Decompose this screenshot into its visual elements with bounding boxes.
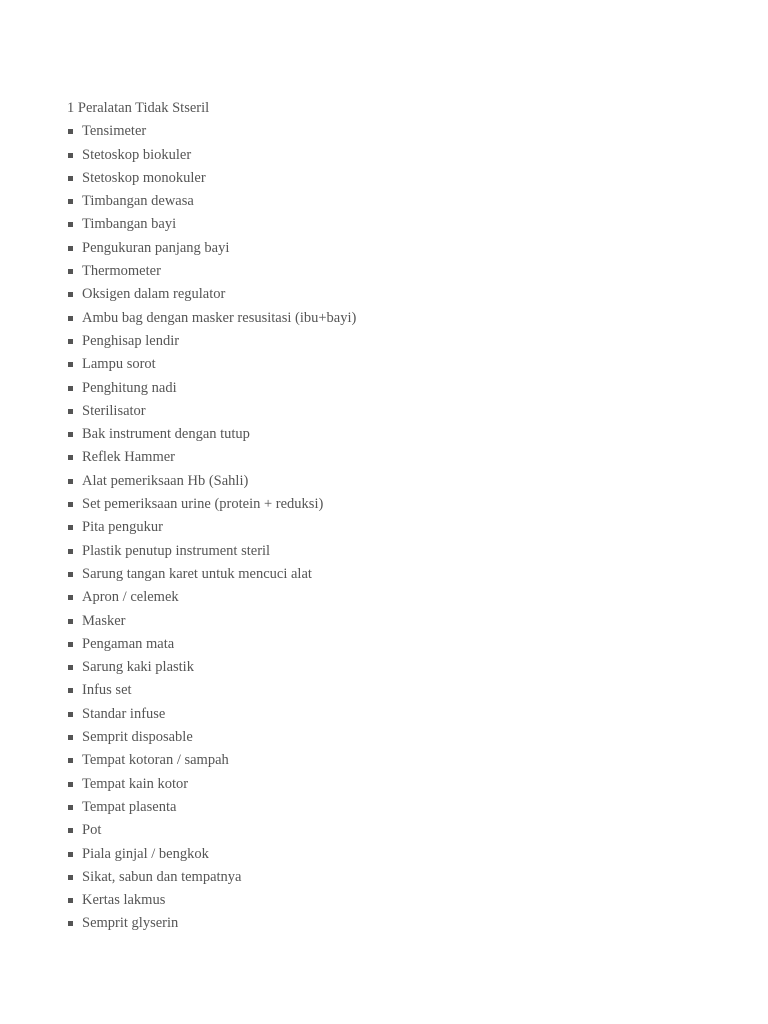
square-bullet-icon	[68, 362, 73, 367]
equipment-list	[67, 120, 727, 935]
list-item	[67, 679, 727, 702]
list-item	[67, 167, 727, 190]
list-item	[67, 773, 727, 796]
list-item-label: Lampu sorot	[82, 356, 156, 373]
list-item-label: Stetoskop monokuler	[82, 169, 206, 186]
list-item	[67, 120, 727, 143]
list-item-label: Pengaman mata	[82, 635, 175, 652]
square-bullet-icon	[68, 572, 73, 577]
list-item	[67, 866, 727, 889]
square-bullet-icon	[68, 153, 73, 158]
list-item	[67, 819, 727, 842]
list-item	[67, 633, 727, 656]
section-heading: 1 Peralatan Tidak Stseril	[67, 100, 210, 116]
list-item-label: Sterilisator	[82, 402, 146, 419]
list-item	[67, 912, 727, 935]
list-item-label: Penghitung nadi	[82, 379, 177, 396]
list-item-label: Masker	[82, 612, 126, 629]
square-bullet-icon	[68, 176, 73, 181]
list-item-label: Thermometer	[82, 263, 161, 280]
square-bullet-icon	[68, 549, 73, 554]
list-item	[67, 540, 727, 563]
square-bullet-icon	[68, 642, 73, 647]
list-item-label: Timbangan dewasa	[82, 193, 194, 210]
list-item-label: Tensimeter	[82, 123, 147, 140]
square-bullet-icon	[68, 432, 73, 437]
list-item-label: Sarung kaki plastik	[82, 659, 194, 676]
list-item	[67, 400, 727, 423]
list-item-label: Semprit glyserin	[82, 915, 179, 932]
list-item-label: Set pemeriksaan urine (protein + reduksi)	[82, 496, 324, 513]
square-bullet-icon	[68, 921, 73, 926]
square-bullet-icon	[68, 386, 73, 391]
list-item-label: Penghisap lendir	[82, 332, 180, 349]
list-item-label: Apron / celemek	[82, 589, 179, 606]
square-bullet-icon	[68, 502, 73, 507]
list-item	[67, 213, 727, 236]
square-bullet-icon	[68, 665, 73, 670]
square-bullet-icon	[68, 688, 73, 693]
list-item	[67, 377, 727, 400]
list-item	[67, 610, 727, 633]
square-bullet-icon	[68, 292, 73, 297]
list-item-label: Kertas lakmus	[82, 892, 166, 909]
list-item-label: Oksigen dalam regulator	[82, 286, 226, 303]
list-item-label: Tempat kotoran / sampah	[82, 752, 229, 769]
list-item	[67, 656, 727, 679]
list-item	[67, 586, 727, 609]
square-bullet-icon	[68, 222, 73, 227]
list-item	[67, 260, 727, 283]
list-item-label: Reflek Hammer	[82, 449, 176, 466]
square-bullet-icon	[68, 898, 73, 903]
list-item-label: Timbangan bayi	[82, 216, 177, 233]
list-item-label: Piala ginjal / bengkok	[82, 845, 209, 862]
list-item	[67, 516, 727, 539]
square-bullet-icon	[68, 805, 73, 810]
list-item	[67, 493, 727, 516]
list-item	[67, 726, 727, 749]
list-item	[67, 749, 727, 772]
square-bullet-icon	[68, 758, 73, 763]
list-item-label: Tempat plasenta	[82, 798, 177, 815]
list-item	[67, 703, 727, 726]
square-bullet-icon	[68, 455, 73, 460]
square-bullet-icon	[68, 782, 73, 787]
list-item	[67, 283, 727, 306]
list-item	[67, 796, 727, 819]
list-item	[67, 237, 727, 260]
square-bullet-icon	[68, 246, 73, 251]
list-item-label: Infus set	[82, 682, 132, 699]
list-item-label: Stetoskop biokuler	[82, 146, 192, 163]
list-item	[67, 307, 727, 330]
list-item	[67, 470, 727, 493]
list-item-label: Ambu bag dengan masker resusitasi (ibu+bayi)	[82, 309, 357, 326]
square-bullet-icon	[68, 619, 73, 624]
list-item-label: Bak instrument dengan tutup	[82, 426, 250, 443]
square-bullet-icon	[68, 712, 73, 717]
square-bullet-icon	[68, 875, 73, 880]
list-item	[67, 423, 727, 446]
square-bullet-icon	[68, 735, 73, 740]
square-bullet-icon	[68, 316, 73, 321]
list-item-label: Sikat, sabun dan tempatnya	[82, 868, 242, 885]
list-item-label: Standar infuse	[82, 705, 166, 722]
square-bullet-icon	[68, 828, 73, 833]
square-bullet-icon	[68, 339, 73, 344]
square-bullet-icon	[68, 269, 73, 274]
square-bullet-icon	[68, 595, 73, 600]
square-bullet-icon	[68, 409, 73, 414]
square-bullet-icon	[68, 129, 73, 134]
square-bullet-icon	[68, 199, 73, 204]
list-item-label: Tempat kain kotor	[82, 775, 189, 792]
square-bullet-icon	[68, 525, 73, 530]
list-item	[67, 889, 727, 912]
list-item-label: Plastik penutup instrument steril	[82, 542, 271, 559]
document-body	[67, 97, 727, 936]
list-item-label: Alat pemeriksaan Hb (Sahli)	[82, 472, 249, 489]
square-bullet-icon	[68, 852, 73, 857]
list-item-label: Pita pengukur	[82, 519, 163, 536]
list-item	[67, 563, 727, 586]
list-item	[67, 353, 727, 376]
list-item	[67, 330, 727, 353]
list-item-label: Sarung tangan karet untuk mencuci alat	[82, 565, 312, 582]
list-item	[67, 190, 727, 213]
list-item	[67, 843, 727, 866]
list-item-label: Semprit disposable	[82, 729, 193, 746]
list-item	[67, 144, 727, 167]
list-item-label: Pot	[82, 822, 102, 839]
list-item	[67, 446, 727, 469]
list-item-label: Pengukuran panjang bayi	[82, 239, 230, 256]
square-bullet-icon	[68, 479, 73, 484]
